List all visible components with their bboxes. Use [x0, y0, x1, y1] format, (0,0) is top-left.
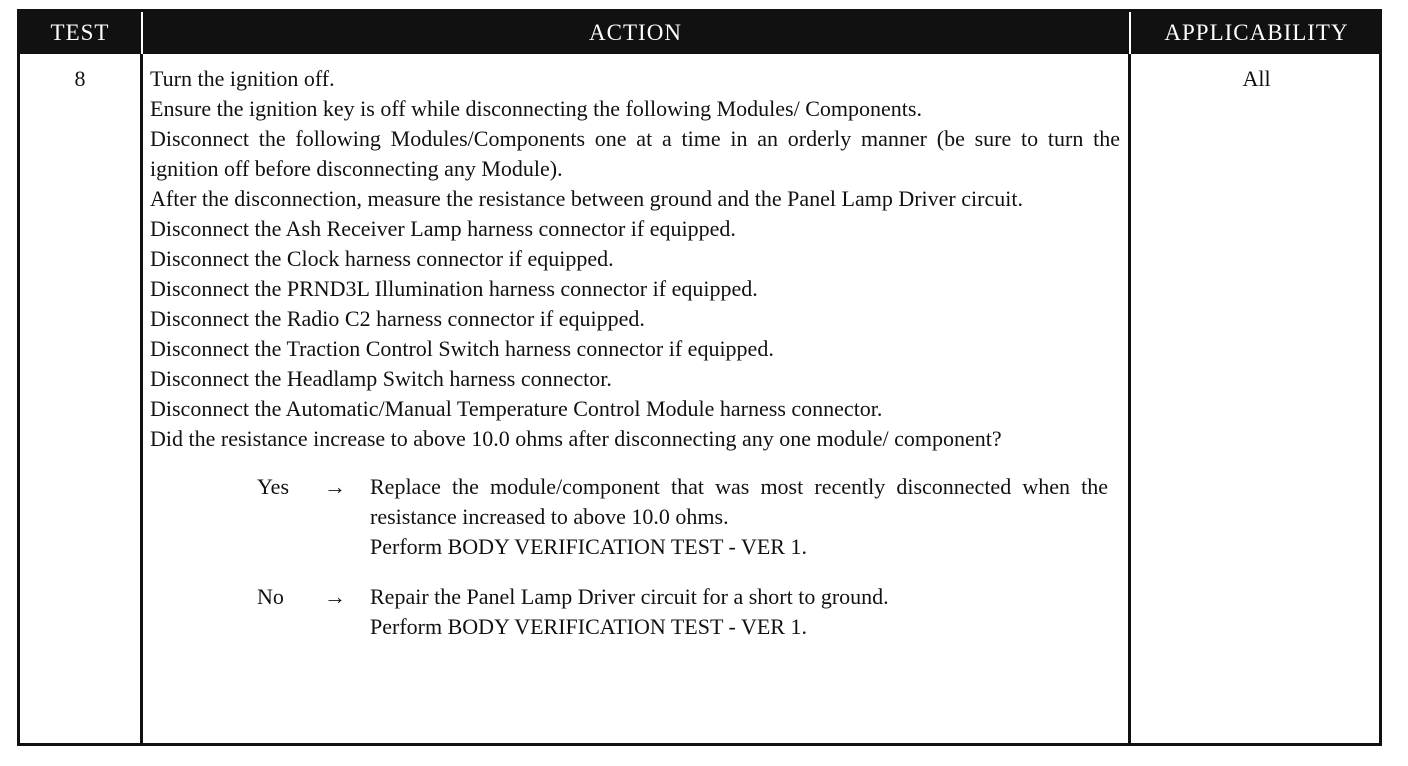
arrow-right-icon: → [324, 474, 346, 499]
answer-yes [150, 472, 1120, 562]
no-result-line: Repair the Panel Lamp Driver circuit for a short to ground. [370, 584, 889, 609]
action-line: Disconnect the Radio C2 harness connector if equipped. [150, 306, 645, 331]
yes-label: Yes [257, 474, 290, 499]
header-applicability: APPLICABILITY [1164, 20, 1349, 45]
action-line: After the disconnection, measure the resistance between ground and the Panel Lamp Driver circuit. [150, 186, 1023, 211]
action-line: Disconnect the Traction Control Switch harness connector if equipped. [150, 336, 774, 361]
action-line: Disconnect the Automatic/Manual Temperature Control Module harness connector. [150, 396, 883, 421]
no-verification-line: Perform BODY VERIFICATION TEST - VER 1. [370, 614, 807, 639]
arrow-right-icon: → [324, 584, 346, 609]
action-line: Disconnect the Clock harness connector if equipped. [150, 246, 614, 271]
no-label: No [257, 584, 284, 609]
answer-no [150, 582, 1120, 642]
header-divider [1129, 12, 1131, 54]
action-line: Disconnect the PRND3L Illumination harness connector if equipped. [150, 276, 758, 301]
action-line: Turn the ignition off. [150, 66, 335, 91]
yes-result-line: Replace the module/component that was most recently disconnected when the resistance increased to above 10.0 ohms. [370, 474, 1108, 529]
test-number: 8 [74, 66, 86, 91]
applicability-value: All [1242, 66, 1271, 91]
action-question: Did the resistance increase to above 10.0 ohms after disconnecting any one module/ component? [150, 426, 1002, 451]
action-line: Disconnect the Ash Receiver Lamp harness connector if equipped. [150, 216, 736, 241]
yes-verification-line: Perform BODY VERIFICATION TEST - VER 1. [370, 534, 807, 559]
action-line: Disconnect the Headlamp Switch harness connector. [150, 366, 612, 391]
no-result [370, 582, 1108, 642]
column-divider [140, 54, 143, 743]
yes-result [370, 472, 1108, 562]
diagnostic-table [17, 9, 1382, 746]
table-header [20, 12, 1379, 54]
action-cell [150, 64, 1120, 642]
header-test: TEST [50, 20, 110, 45]
column-divider [1128, 54, 1131, 743]
action-line: Ensure the ignition key is off while disconnecting the following Modules/ Components. [150, 96, 922, 121]
header-action: ACTION [589, 20, 682, 45]
header-divider [141, 12, 143, 54]
action-line: Disconnect the following Modules/Components one at a time in an orderly manner (be sure to turn the ignition off before disconnecting any Module). [150, 126, 1120, 181]
